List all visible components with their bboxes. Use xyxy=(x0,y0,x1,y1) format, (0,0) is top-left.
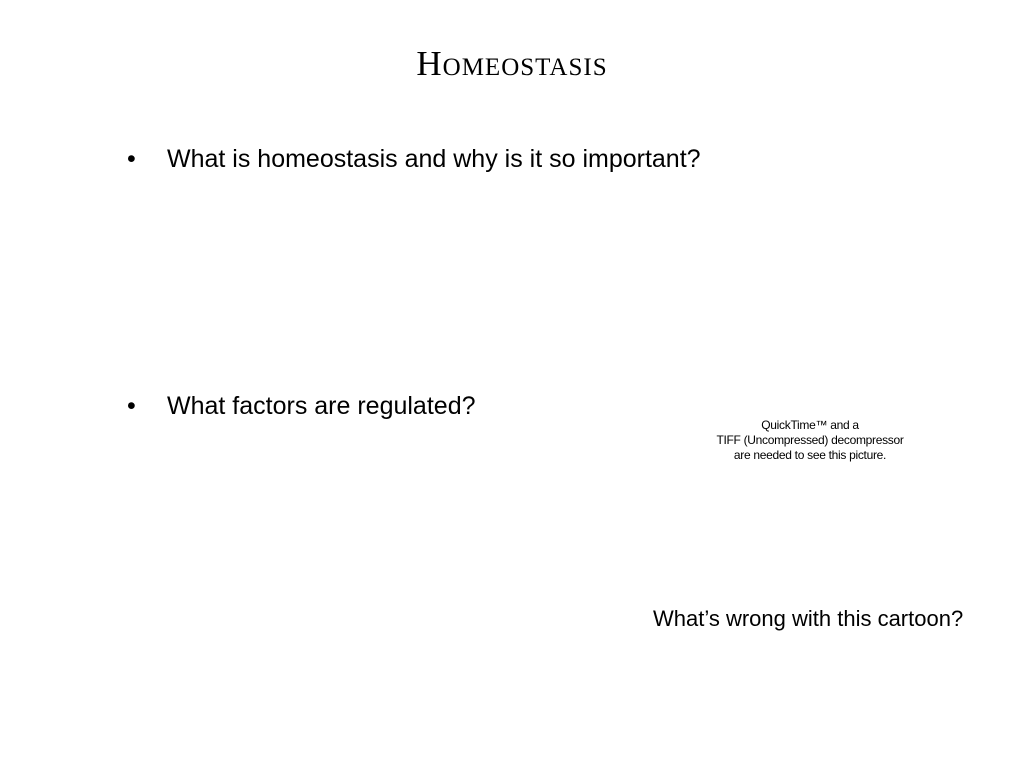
placeholder-line-1: QuickTime™ and a xyxy=(761,418,859,432)
bullet-item-homeostasis-question xyxy=(127,144,701,174)
missing-image-placeholder xyxy=(670,418,950,463)
placeholder-line-2: TIFF (Uncompressed) decompressor xyxy=(716,433,904,447)
placeholder-line-3: are needed to see this picture. xyxy=(733,448,887,462)
bullet-text: What is homeostasis and why is it so important? xyxy=(167,145,701,173)
bullet-item-factors-question xyxy=(127,391,476,421)
slide-title: Homeostasis xyxy=(416,44,608,83)
bullet-text: What factors are regulated? xyxy=(167,392,476,420)
bullet-marker: • xyxy=(127,392,136,420)
bullet-marker: • xyxy=(127,145,136,173)
cartoon-caption: What’s wrong with this cartoon? xyxy=(653,606,964,631)
